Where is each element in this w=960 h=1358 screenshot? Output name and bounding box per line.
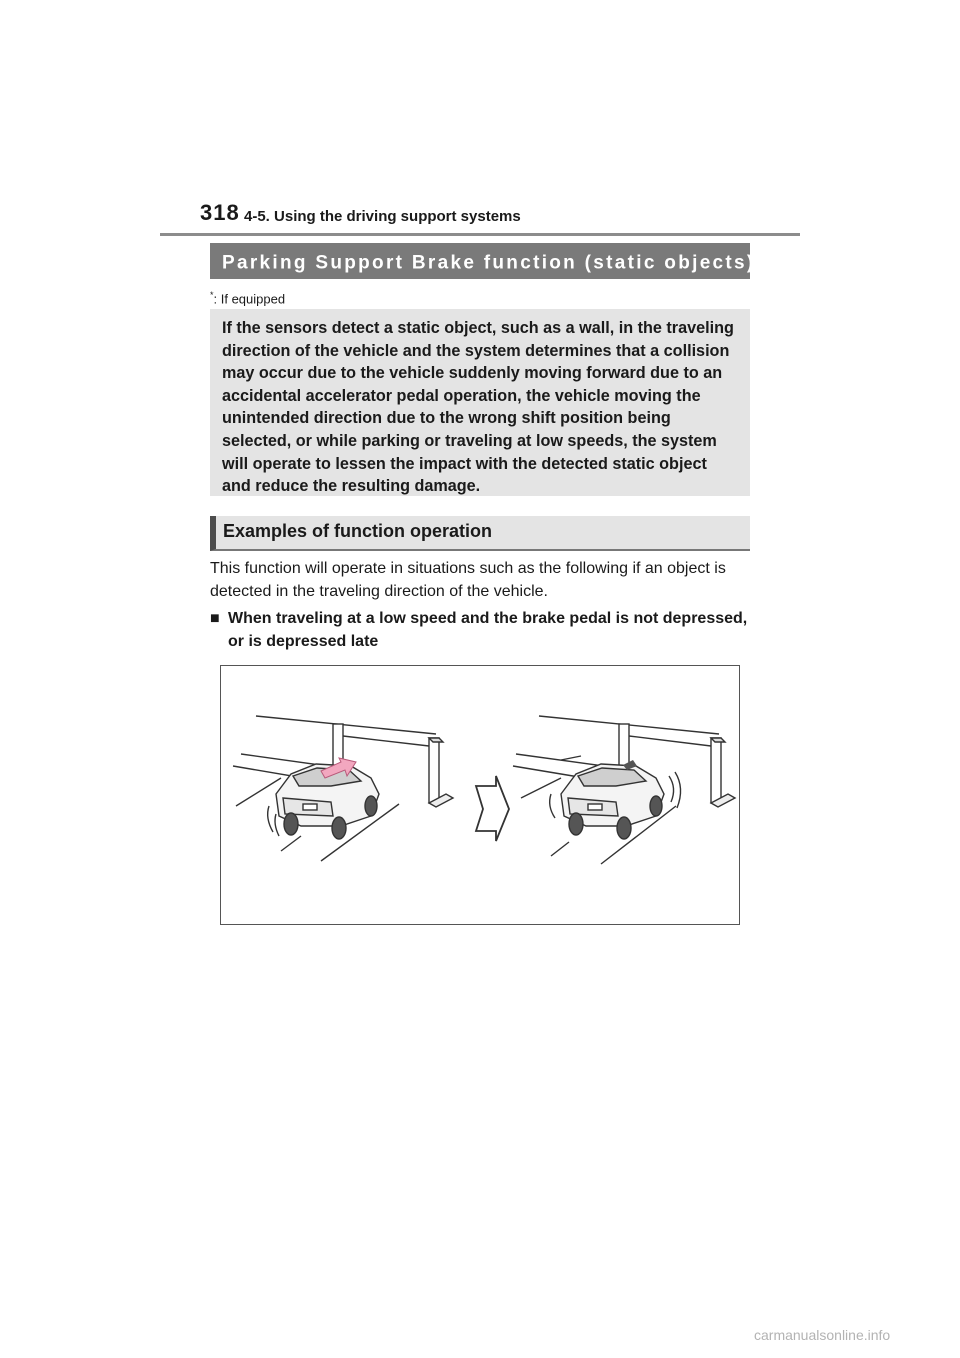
fence-post-right [711,738,721,803]
summary-box: If the sensors detect a static object, such as a wall, in the traveling direction of the vehicle and the system determines that a collision may occur due to the vehicle suddenly moving forward due to an accidental accelerator pedal operation, the vehicle moving the unintended direction due to the wrong shift position being selected, or while parking or traveling at low speeds, the system will operate to lessen the impact with the detected static object and reduce the resulting damage. [210,309,750,496]
fence-rail [343,736,429,746]
parking-line [551,842,569,856]
wheel-rear-right [332,817,346,839]
square-bullet-icon: ■ [210,610,220,627]
braking-line [675,772,681,808]
fence-post-right [429,738,439,803]
footnote-asterisk: * [210,290,214,300]
transition-arrow-icon [476,776,509,841]
watermark: carmanualsonline.info [754,1327,891,1343]
left-scene [233,716,453,861]
license-plate [303,804,317,810]
header-rule [160,233,800,236]
parking-brake-illustration [221,666,741,926]
section-title-bar [210,243,761,279]
page-number: 318 [200,200,240,225]
braking-line [561,756,581,760]
title-asterisk: * [755,247,761,261]
bullet-heading-text: When traveling at a low speed and the brake pedal is not depressed, or is depressed late [228,610,748,650]
motion-line [268,806,273,832]
wheel-rear-right [617,817,631,839]
parking-line [521,778,561,798]
footnote-text: : If equipped [213,291,286,307]
fence-rail [629,736,711,746]
section-title: Parking Support Brake function (static objects) [222,252,756,274]
wall-top-line [256,716,436,734]
wheel-rear-left [569,813,583,835]
footnote [210,290,285,306]
braking-line [669,776,674,802]
motion-line [275,814,279,836]
parking-line [281,836,301,851]
parking-line [236,778,281,806]
right-scene [513,716,735,864]
wheel-front-right [365,796,377,816]
illustration-frame [220,665,740,925]
motion-line [550,794,555,818]
body-paragraph: This function will operate in situations such as the following if an object is detected in the traveling direction of the vehicle. [210,560,726,600]
bullet-heading [210,608,755,653]
license-plate [588,804,602,810]
section-header: 4-5. Using the driving support systems [244,208,521,225]
subheading: Examples of function operation [210,516,750,551]
wheel-front-right [650,796,662,816]
wheel-rear-left [284,813,298,835]
